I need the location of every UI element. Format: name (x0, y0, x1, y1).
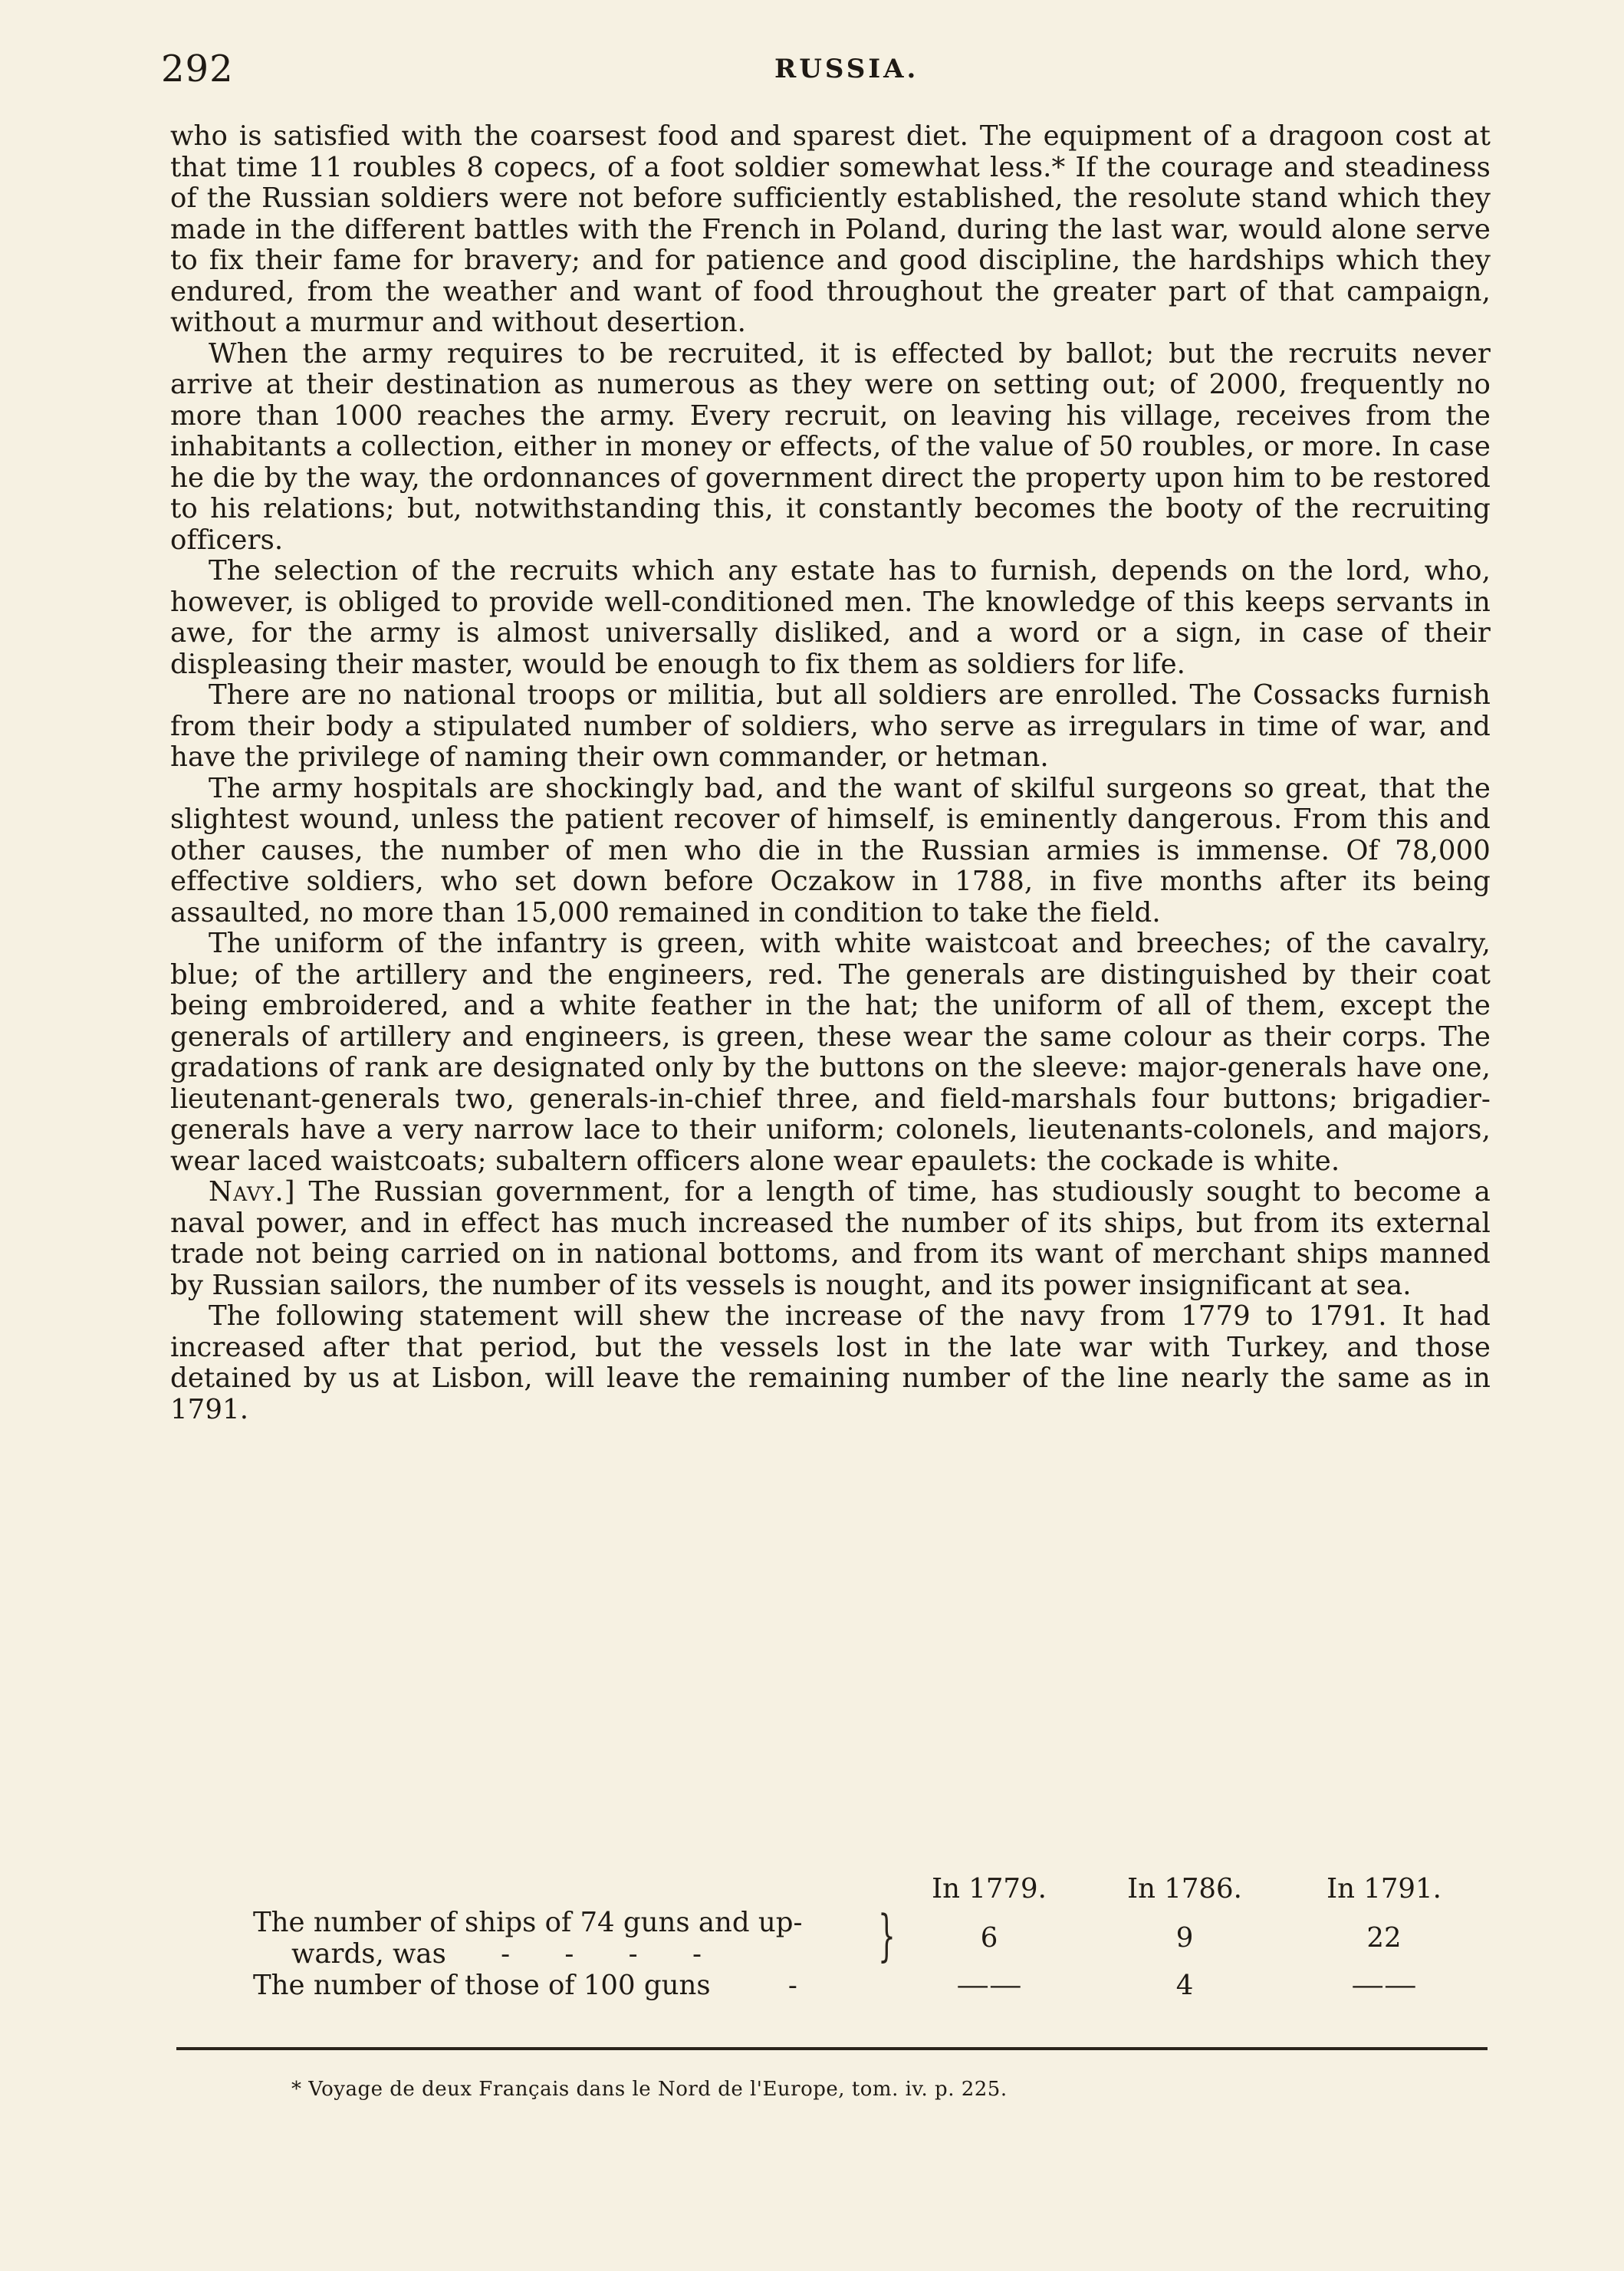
table-row-label (253, 1970, 859, 2002)
table-cell: 6 (980, 1922, 998, 1954)
navy-paragraph-text: The Russian government, for a length of time, has studiously sought to become a naval power, and in effect has much increased the number of its ships, but from its external trade not being carried on in national bottoms, and from its want of merchant ships manned by Russian sailors, the number of its vessels is nought, and its power insignificant at sea. (170, 1176, 1491, 1301)
statement-paragraph: The following statement will shew the increase of the navy from 1779 to 1791. It had increased after that period, but the vessels lost in the late war with Turkey, and those detained by us at Lisbon, will leave the remaining number of the line nearly the same as in 1791. (170, 1300, 1491, 1425)
running-head-title: RUSSIA. (774, 54, 919, 84)
leader-dashes: - - - - (501, 1938, 725, 1970)
paragraph: The selection of the recruits which any estate has to furnish, depends on the lord, who, however, is obliged to provide well-conditioned men. The knowledge of this keeps servants in awe, for the army is almost universally disliked, and a word or a sign, in case of their displeasing their master, would be enough to fix them as soldiers for life. (170, 555, 1491, 680)
column-header-1791: In 1791. (1326, 1873, 1442, 1905)
body-text (170, 121, 1491, 1425)
table-row-label-line2: wards, was (291, 1938, 446, 1970)
navy-table (176, 1873, 1495, 2001)
table-cell-empty: —— (1351, 1970, 1417, 2001)
table-cell: 4 (1175, 1970, 1194, 2001)
table-row-label-text: The number of those of 100 guns (253, 1970, 711, 2001)
footnote: * Voyage de deux Français dans le Nord de l'Europe, tom. iv. p. 225. (291, 2078, 1008, 2101)
table-row-label-continuation (291, 1939, 897, 1970)
table-cell-empty: —— (956, 1970, 1022, 2001)
table-cell: 9 (1175, 1922, 1194, 1954)
table-cell: 22 (1366, 1922, 1402, 1954)
paragraph: The army hospitals are shockingly bad, and the want of skilful surgeons so great, that the slightest wound, unless the patient recover of himself, is eminently dangerous. From this and other causes, the number of men who die in the Russian armies is immense. Of 78,000 effective soldiers, who set down before Oczakow in 1788, in five months after its being assaulted, no more than 15,000 remained in condition to take the field. (170, 772, 1491, 928)
footnote-rule (176, 2047, 1488, 2050)
column-header-1779: In 1779. (932, 1873, 1047, 1905)
column-header-1786: In 1786. (1127, 1873, 1242, 1905)
paragraph: The uniform of the infantry is green, with white waistcoat and breeches; of the cavalry, blue; of the artillery and the engineers, red. The generals are distinguished by their coat being embroidered, and a white feather in the hat; the uniform of all of them, except the generals of artillery and engineers, is green, these wear the same colour as their corps. The gradations of rank are designated only by the buttons on the sleeve: major-generals have one, lieutenant-generals two, generals-in-chief three, and field-marshals four buttons; brigadier-generals have a very narrow lace to their uniform; colonels, lieutenants-colonels, and majors, wear laced waistcoats; subaltern officers alone wear epaulets: the cockade is white. (170, 928, 1491, 1177)
right-brace: } (878, 1903, 896, 1967)
paragraph: who is satisfied with the coarsest food and sparest diet. The equipment of a dragoon cost at that time 11 roubles 8 copecs, of a foot soldier somewhat less.* If the courage and steadiness of the Russian soldiers were not before sufficiently established, the resolute stand which they made in the different battles with the French in Poland, during the last war, would alone serve to fix their fame for bravery; and for patience and good discipline, the hardships which they endured, from the weather and want of food throughout the greater part of that campaign, without a murmur and without desertion. (170, 120, 1491, 338)
leader-dashes: - (787, 1970, 797, 2001)
paragraph: When the army requires to be recruited, it is effected by ballot; but the recruits never arrive at their destination as numerous as they were on setting out; of 2000, frequently no more than 1000 reaches the army. Every recruit, on leaving his village, receives from the inhabitants a collection, either in money or effects, of the value of 50 roubles, or more. In case he die by the way, the ordonnances of government direct the property upon him to be restored to his relations; but, notwithstanding this, it constantly becomes the booty of the recruiting officers. (170, 337, 1491, 556)
running-head (161, 48, 1480, 101)
paragraph: There are no national troops or militia, but all soldiers are enrolled. The Cossacks furnish from their body a stipulated number of soldiers, who serve as irregulars in time of war, and have the privilege of naming their own commander, or hetman. (170, 679, 1491, 773)
navy-section-label: Navy.] (209, 1176, 296, 1208)
table-row-label: The number of ships of 74 guns and up- (253, 1907, 803, 1938)
page-number: 292 (161, 48, 234, 90)
navy-paragraph (170, 1177, 1491, 1301)
